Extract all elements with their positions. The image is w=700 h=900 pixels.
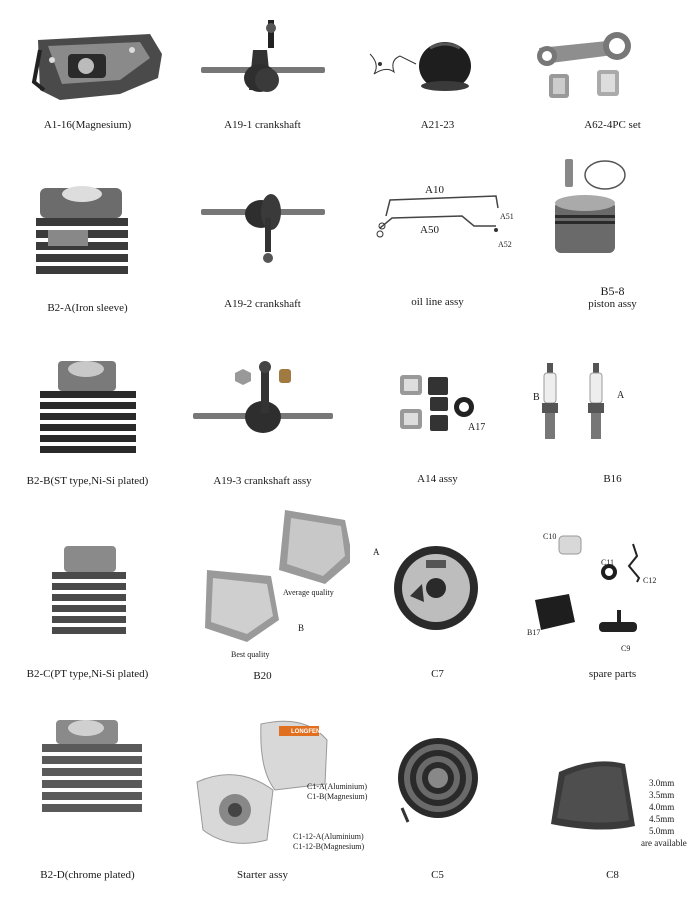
recoil-spring-icon	[350, 720, 525, 838]
catalog-item-a19-2	[175, 178, 350, 358]
size-4-5: 4.5mm	[649, 814, 675, 824]
cylinder-icon	[0, 540, 175, 658]
catalog-item-a14	[350, 355, 525, 535]
size-5-0: 5.0mm	[649, 826, 675, 836]
caption: A62-4PC set	[584, 119, 641, 131]
caption: B20	[253, 670, 272, 682]
label-a10: A10	[425, 184, 444, 196]
label-b: B	[298, 623, 305, 633]
catalog-item-b2-d	[0, 720, 175, 900]
caption: B2-C(PT type,Ni-Si plated)	[26, 668, 149, 680]
catalog-item-a21-23	[350, 20, 525, 200]
caption: oil line assy	[411, 296, 464, 308]
spare-parts-icon	[525, 530, 700, 648]
label-a50: A50	[420, 224, 439, 236]
label-a: A	[373, 547, 380, 557]
caption: A1-16(Magnesium)	[43, 119, 132, 131]
caption: B2-A(Iron sleeve)	[47, 302, 128, 314]
label-a51: A51	[500, 212, 514, 221]
caption: C5	[431, 869, 444, 881]
catalog-item-a1-16	[0, 20, 175, 200]
catalog-item-a19-1	[175, 20, 350, 200]
catalog-item-b5-8	[525, 155, 700, 335]
caption: B5-8	[600, 284, 625, 298]
cylinder-icon	[0, 178, 175, 296]
caption: Starter assy	[236, 869, 288, 881]
caption: A14 assy	[417, 473, 458, 485]
brand-label: LONGFENG	[291, 729, 325, 735]
label-c10: C10	[543, 532, 557, 541]
caption: A21-23	[420, 119, 455, 131]
catalog-item-b16	[525, 355, 700, 535]
catalog-item-b2-b	[0, 355, 175, 535]
catalog-item-b2-c	[0, 540, 175, 720]
label-c1-b: C1-B(Magnesium)	[307, 792, 368, 801]
sizes-available: are available	[641, 838, 687, 848]
caption: B2-D(chrome plated)	[40, 869, 135, 881]
label-c11: C11	[601, 558, 615, 567]
size-3-0: 3.0mm	[649, 778, 675, 788]
label-a52: A52	[498, 240, 512, 249]
piston-icon	[525, 155, 700, 273]
label-best-quality: Best quality	[231, 650, 270, 659]
label-a: A	[617, 390, 625, 401]
size-3-5: 3.5mm	[649, 790, 675, 800]
size-4-0: 4.0mm	[649, 802, 675, 812]
starter-pulley-icon	[350, 540, 525, 658]
catalog-item-b2-a	[0, 178, 175, 358]
label-c1-a: C1-A(Aluminium)	[307, 782, 367, 791]
caption: C8	[606, 869, 619, 881]
catalog-item-b20	[175, 500, 380, 682]
label-c1-12-b: C1-12-B(Magnesium)	[293, 842, 365, 851]
bearings-icon	[350, 355, 525, 473]
caption: A19-1 crankshaft	[224, 119, 301, 131]
label-c12: C12	[643, 576, 657, 585]
spark-plug-icon	[525, 355, 700, 473]
caption: C7	[431, 668, 444, 680]
cylinder-icon	[0, 355, 175, 473]
label-c9: C9	[621, 644, 631, 653]
label-c1-12-a: C1-12-A(Aluminium)	[293, 832, 364, 841]
crankshaft-icon	[175, 178, 350, 296]
label-a17: A17	[468, 422, 486, 433]
catalog-item-c8	[525, 720, 700, 900]
caption: B2-B(ST type,Ni-Si plated)	[26, 475, 149, 487]
catalog-item-spare-parts	[525, 530, 700, 710]
cylinder-cover-icon	[175, 500, 350, 670]
crankshaft-assy-icon	[175, 355, 350, 473]
caption: B16	[603, 473, 622, 485]
caption: A19-2 crankshaft	[224, 298, 301, 310]
caption-sub: piston assy	[588, 298, 637, 310]
catalog-item-starter-assy	[175, 710, 368, 890]
label-b: B	[533, 392, 540, 403]
label-b17: B17	[527, 628, 541, 637]
caption: A19-3 crankshaft assy	[213, 475, 312, 487]
cylinder-icon	[0, 720, 175, 838]
label-average-quality: Average quality	[283, 588, 334, 597]
catalog-item-oil-line	[350, 178, 525, 358]
catalog-item-c5	[350, 720, 525, 900]
caption: spare parts	[588, 668, 637, 680]
catalog-item-c7	[350, 540, 525, 720]
